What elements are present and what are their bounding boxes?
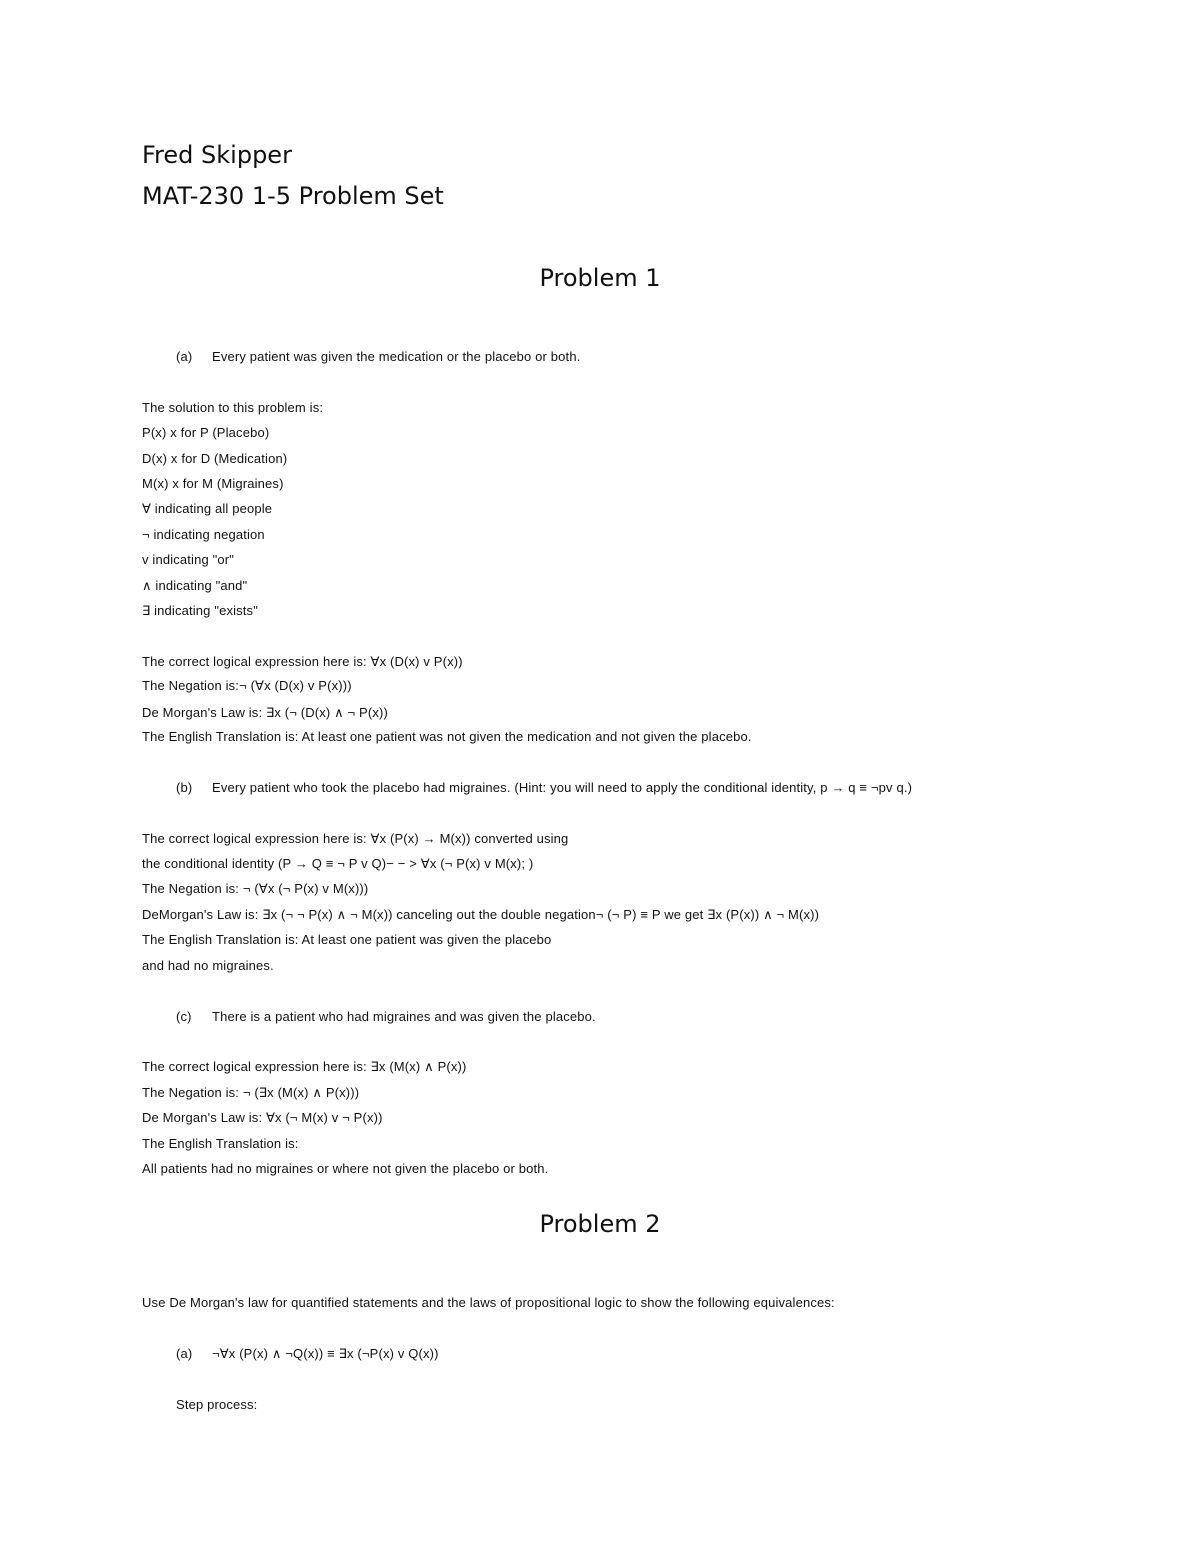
problem-1a-line: De Morgan's Law is: ∃x (¬ (D(x) ∧ ¬ P(x)): [142, 705, 388, 720]
problem-1a-line: ∃ indicating "exists": [142, 603, 258, 618]
problem-1c-label: (c): [176, 1009, 192, 1024]
problem-1a-line: M(x) x for M (Migraines): [142, 476, 284, 491]
course-title: MAT-230 1-5 Problem Set: [142, 182, 444, 210]
problem-1b-line: the conditional identity (P → Q ≡ ¬ P v Q)− − > ∀x (¬ P(x) v M(x); ): [142, 856, 534, 871]
problem-1a-line: D(x) x for D (Medication): [142, 451, 288, 466]
problem-1c-statement-row: [176, 1008, 596, 1026]
problem-2a-statement: ¬∀x (P(x) ∧ ¬Q(x)) ≡ ∃x (¬P(x) v Q(x)): [212, 1346, 439, 1361]
problem-2a-label: (a): [176, 1346, 193, 1361]
problem-2-heading: Problem 2: [539, 1210, 661, 1238]
problem-1c-line: All patients had no migraines or where not given the placebo or both.: [142, 1161, 549, 1176]
problem-1c-statement: There is a patient who had migraines and was given the placebo.: [212, 1009, 596, 1024]
problem-1c-line: De Morgan's Law is: ∀x (¬ M(x) v ¬ P(x)): [142, 1110, 383, 1125]
problem-1b-statement-row: [176, 779, 912, 797]
problem-1a-line: P(x) x for P (Placebo): [142, 425, 270, 440]
problem-1a-line: ∧ indicating "and": [142, 578, 248, 593]
problem-1a-line: ∀ indicating all people: [142, 501, 273, 516]
problem-2a-statement-row: [176, 1345, 439, 1363]
problem-1a-line: The English Translation is: At least one patient was not given the medication and not given the placebo.: [142, 729, 752, 744]
problem-1a-statement: Every patient was given the medication or the placebo or both.: [212, 349, 581, 364]
problem-1a-statement-row: [176, 348, 580, 366]
problem-2a-step-process: Step process:: [176, 1397, 258, 1412]
problem-1b-line: The Negation is: ¬ (∀x (¬ P(x) v M(x))): [142, 881, 369, 896]
problem-1-heading: Problem 1: [539, 264, 661, 292]
problem-1c-line: The correct logical expression here is: ∃x (M(x) ∧ P(x)): [142, 1059, 467, 1074]
problem-2-intro: Use De Morgan's law for quantified statements and the laws of propositional logic to show the following equivalences:: [142, 1295, 835, 1310]
problem-1a-line: ¬ indicating negation: [142, 527, 265, 542]
problem-1a-line: The Negation is:¬ (∀x (D(x) v P(x))): [142, 678, 352, 693]
problem-1a-line: The correct logical expression here is: ∀x (D(x) v P(x)): [142, 654, 463, 669]
problem-1a-line: v indicating "or": [142, 552, 234, 567]
author-name: Fred Skipper: [142, 141, 292, 169]
problem-1b-label: (b): [176, 780, 193, 795]
problem-1b-line: DeMorgan's Law is: ∃x (¬ ¬ P(x) ∧ ¬ M(x)) canceling out the double negation¬ (¬ P) ≡ P we get ∃x (P(x)) ∧ ¬ M(x)): [142, 907, 820, 922]
problem-1c-line: The Negation is: ¬ (∃x (M(x) ∧ P(x))): [142, 1085, 360, 1100]
problem-1a-line: The solution to this problem is:: [142, 400, 324, 415]
problem-1b-line: and had no migraines.: [142, 958, 274, 973]
problem-1a-label: (a): [176, 349, 193, 364]
problem-1b-statement: Every patient who took the placebo had migraines. (Hint: you will need to apply the conditional identity, p → q ≡ ¬pv q.): [212, 780, 913, 795]
problem-1b-line: The correct logical expression here is: ∀x (P(x) → M(x)) converted using: [142, 831, 569, 846]
problem-1c-line: The English Translation is:: [142, 1136, 299, 1151]
problem-1b-line: The English Translation is: At least one patient was given the placebo: [142, 932, 552, 947]
